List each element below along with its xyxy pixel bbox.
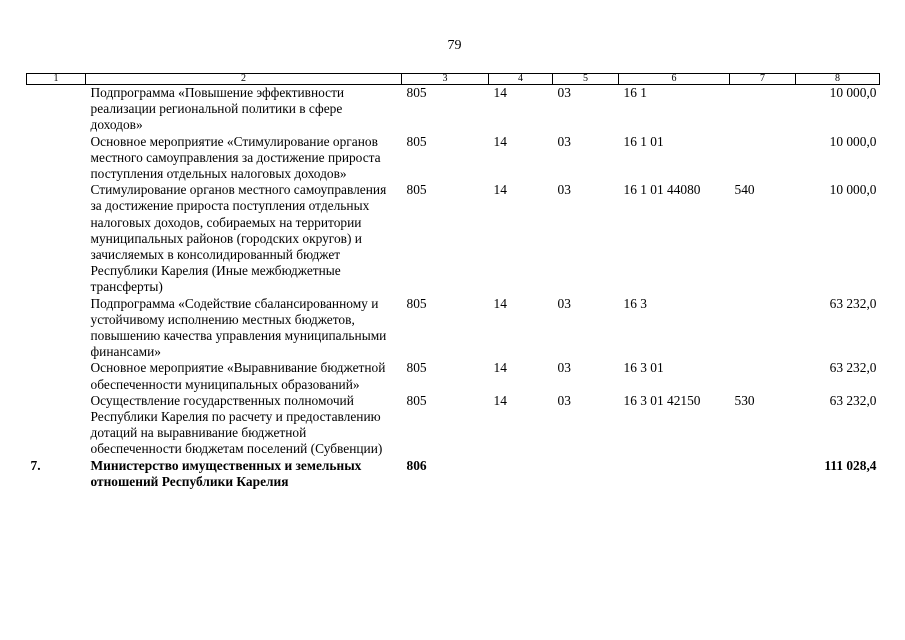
subsection-cell: 03 xyxy=(557,133,571,149)
column-number-header-row xyxy=(27,74,880,85)
description-cell: Министерство имущественных и земельных отношений Республики Карелия xyxy=(90,457,362,489)
row-index-cell: 7. xyxy=(30,457,41,473)
description-cell: Основное мероприятие «Стимулирование органов местного самоуправления за достижение прироста поступления отдельных налоговых доходов» xyxy=(90,133,381,182)
ministry-code-cell: 805 xyxy=(406,133,427,149)
column-header: 8 xyxy=(796,74,880,85)
amount-cell: 63 232,0 xyxy=(829,295,877,311)
section-cell xyxy=(489,458,553,490)
page-number: 79 xyxy=(447,38,462,53)
section-cell: 14 xyxy=(493,85,507,100)
target-article-cell: 16 1 01 xyxy=(623,133,664,149)
description-cell: Подпрограмма «Содействие сбалансированному и устойчивому исполнению местных бюджетов, повышению качества управления муниципальными финансами» xyxy=(90,295,387,360)
target-article-cell: 16 1 01 44080 xyxy=(623,182,701,198)
amount-cell: 111 028,4 xyxy=(824,457,877,473)
expense-type-cell xyxy=(730,296,796,361)
section-cell: 14 xyxy=(493,392,507,408)
table-row xyxy=(27,85,880,134)
table-row xyxy=(27,360,880,392)
column-header: 7 xyxy=(730,74,796,85)
row-index-cell xyxy=(27,360,86,392)
amount-cell: 63 232,0 xyxy=(829,360,877,376)
column-header: 3 xyxy=(402,74,489,85)
table-row xyxy=(27,134,880,183)
table-row xyxy=(27,296,880,361)
ministry-code-cell: 806 xyxy=(406,457,427,473)
subsection-cell: 03 xyxy=(557,85,571,100)
ministry-code-cell: 805 xyxy=(406,85,427,100)
subsection-cell: 03 xyxy=(557,360,571,376)
target-article-cell xyxy=(619,458,730,490)
section-cell: 14 xyxy=(493,295,507,311)
amount-cell: 10 000,0 xyxy=(829,85,877,100)
row-index-cell xyxy=(27,393,86,458)
column-header: 4 xyxy=(489,74,553,85)
ministry-code-cell: 805 xyxy=(406,182,427,198)
row-index-cell xyxy=(27,134,86,183)
row-index-cell xyxy=(27,296,86,361)
expense-type-cell: 530 xyxy=(734,392,755,408)
row-index-cell xyxy=(27,85,86,134)
description-cell: Стимулирование органов местного самоуправления за достижение прироста поступления отдельных налоговых доходов, собираемых на территории муниципальных районов (городских округов) и зачисляемых в консолидированный бюджет Республики Карелия (Иные межбюджетные трансферты) xyxy=(90,182,387,295)
ministry-code-cell: 805 xyxy=(406,360,427,376)
subsection-cell: 03 xyxy=(557,295,571,311)
section-cell: 14 xyxy=(493,133,507,149)
column-header: 2 xyxy=(86,74,402,85)
column-header: 5 xyxy=(553,74,619,85)
subsection-cell: 03 xyxy=(557,182,571,198)
expense-type-cell xyxy=(730,360,796,392)
target-article-cell: 16 3 xyxy=(623,295,647,311)
amount-cell: 63 232,0 xyxy=(829,392,877,408)
table-row xyxy=(27,182,880,295)
row-index-cell xyxy=(27,182,86,295)
section-cell: 14 xyxy=(493,360,507,376)
expense-type-cell xyxy=(730,85,796,134)
column-header: 6 xyxy=(619,74,730,85)
expense-type-cell xyxy=(730,458,796,490)
description-cell: Основное мероприятие «Выравнивание бюджетной обеспеченности муниципальных образований» xyxy=(90,360,386,392)
table-row xyxy=(27,458,880,490)
description-cell: Подпрограмма «Повышение эффективности реализации региональной политики в сфере доходов» xyxy=(90,85,345,133)
subsection-cell: 03 xyxy=(557,392,571,408)
target-article-cell: 16 3 01 42150 xyxy=(623,392,701,408)
target-article-cell: 16 3 01 xyxy=(623,360,664,376)
amount-cell: 10 000,0 xyxy=(829,133,877,149)
amount-cell: 10 000,0 xyxy=(829,182,877,198)
subsection-cell xyxy=(553,458,619,490)
column-header: 1 xyxy=(27,74,86,85)
expense-type-cell xyxy=(730,134,796,183)
table-body xyxy=(27,85,880,491)
ministry-code-cell: 805 xyxy=(406,392,427,408)
section-cell: 14 xyxy=(493,182,507,198)
target-article-cell: 16 1 xyxy=(623,85,647,100)
table-row xyxy=(27,393,880,458)
expense-type-cell: 540 xyxy=(734,182,755,198)
ministry-code-cell: 805 xyxy=(406,295,427,311)
description-cell: Осуществление государственных полномочий Республики Карелия по расчету и предоставлению дотаций на выравнивание бюджетной обеспеченности бюджетам поселений (Субвенции) xyxy=(90,392,383,457)
budget-table xyxy=(26,73,880,490)
